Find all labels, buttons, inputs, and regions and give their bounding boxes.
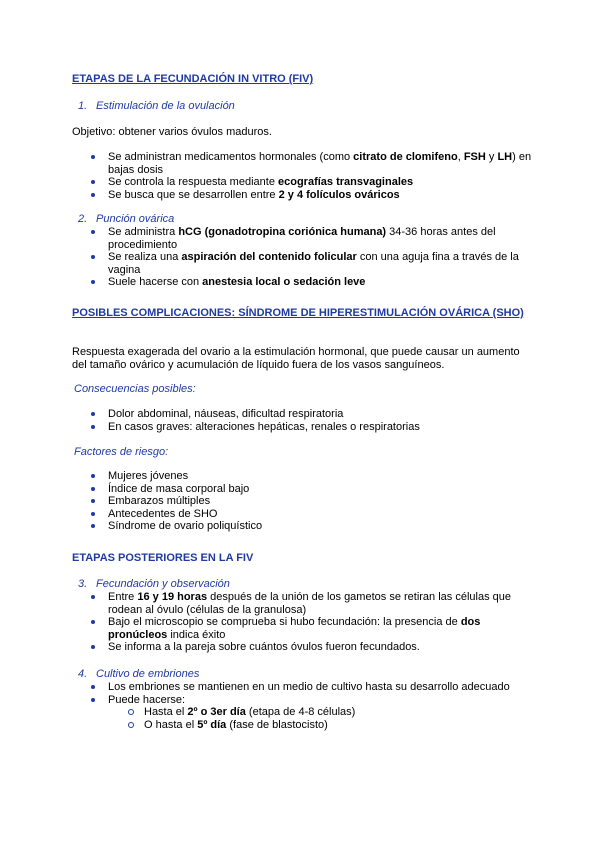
sho-description: Respuesta exagerada del ovario a la estimulación hormonal, que puede causar un aumento del tamaño ovárico y acumulación de líquido fuera de los vasos sanguíneos. <box>72 346 520 371</box>
risk-factors-title: Factores de riesgo: <box>74 446 169 458</box>
sho-heading: POSIBLES COMPLICACIONES: SÍNDROME DE HIPERESTIMULACIÓN OVÁRICA (SHO) <box>72 307 524 319</box>
list-item: Se busca que se desarrollen entre 2 y 4 folículos ováricos <box>72 189 532 202</box>
sub-list-item: O hasta el 5º día (fase de blastocisto) <box>72 719 532 732</box>
page-title: ETAPAS DE LA FECUNDACIÓN IN VITRO (FIV) <box>72 73 314 85</box>
list-item: Se controla la respuesta mediante ecografías transvaginales <box>72 176 532 189</box>
consequences-list <box>72 408 532 433</box>
list-item: Entre 16 y 19 horas después de la unión de los gametos se retiran las células que rodean al óvulo (células de la granulosa) <box>72 591 532 616</box>
section-1-label: Estimulación de la ovulación <box>96 100 235 112</box>
list-item: Puede hacerse: <box>72 694 532 707</box>
section-4-number: 4. <box>78 668 88 680</box>
list-item: Se administran medicamentos hormonales (como citrato de clomifeno, FSH y LH) en bajas dosis <box>72 151 532 176</box>
list-item: Antecedentes de SHO <box>72 508 532 521</box>
section-1-list <box>72 151 532 201</box>
list-item: Dolor abdominal, náuseas, dificultad respiratoria <box>72 408 532 421</box>
list-item: Embarazos múltiples <box>72 495 532 508</box>
list-item: En casos graves: alteraciones hepáticas, renales o respiratorias <box>72 421 532 434</box>
list-item: Bajo el microscopio se comprueba si hubo fecundación: la presencia de dos pronúcleos indica éxito <box>72 616 532 641</box>
list-item: Se informa a la pareja sobre cuántos óvulos fueron fecundados. <box>72 641 532 654</box>
list-item: Síndrome de ovario poliquístico <box>72 520 532 533</box>
section-2-label: Punción ovárica <box>96 213 175 225</box>
section-2-list <box>72 226 532 289</box>
section-3-number: 3. <box>78 578 88 590</box>
section-1-number: 1. <box>78 100 88 112</box>
risk-factors-list <box>72 470 532 533</box>
section-3-label: Fecundación y observación <box>96 578 230 590</box>
section-2-number: 2. <box>78 213 88 225</box>
objective-text: Objetivo: obtener varios óvulos maduros. <box>72 126 272 138</box>
section-3-list <box>72 591 532 654</box>
consequences-title: Consecuencias posibles: <box>74 383 196 395</box>
section-1-title <box>78 100 538 113</box>
list-item: Los embriones se mantienen en un medio de cultivo hasta su desarrollo adecuado <box>72 681 532 694</box>
section-3-title <box>78 578 538 591</box>
list-item: Mujeres jóvenes <box>72 470 532 483</box>
section-4-label: Cultivo de embriones <box>96 668 200 680</box>
section-2-title <box>78 213 538 226</box>
list-item: Se administra hCG (gonadotropina coriónica humana) 34-36 horas antes del procedimiento <box>72 226 532 251</box>
section-4-list <box>72 681 532 731</box>
list-item: Suele hacerse con anestesia local o sedación leve <box>72 276 532 289</box>
list-item: Índice de masa corporal bajo <box>72 483 532 496</box>
later-stages-heading: ETAPAS POSTERIORES EN LA FIV <box>72 552 254 564</box>
sub-list-item: Hasta el 2º o 3er día (etapa de 4-8 células) <box>72 706 532 719</box>
list-item: Se realiza una aspiración del contenido folicular con una aguja fina a través de la vagina <box>72 251 532 276</box>
section-4-title <box>78 668 538 681</box>
